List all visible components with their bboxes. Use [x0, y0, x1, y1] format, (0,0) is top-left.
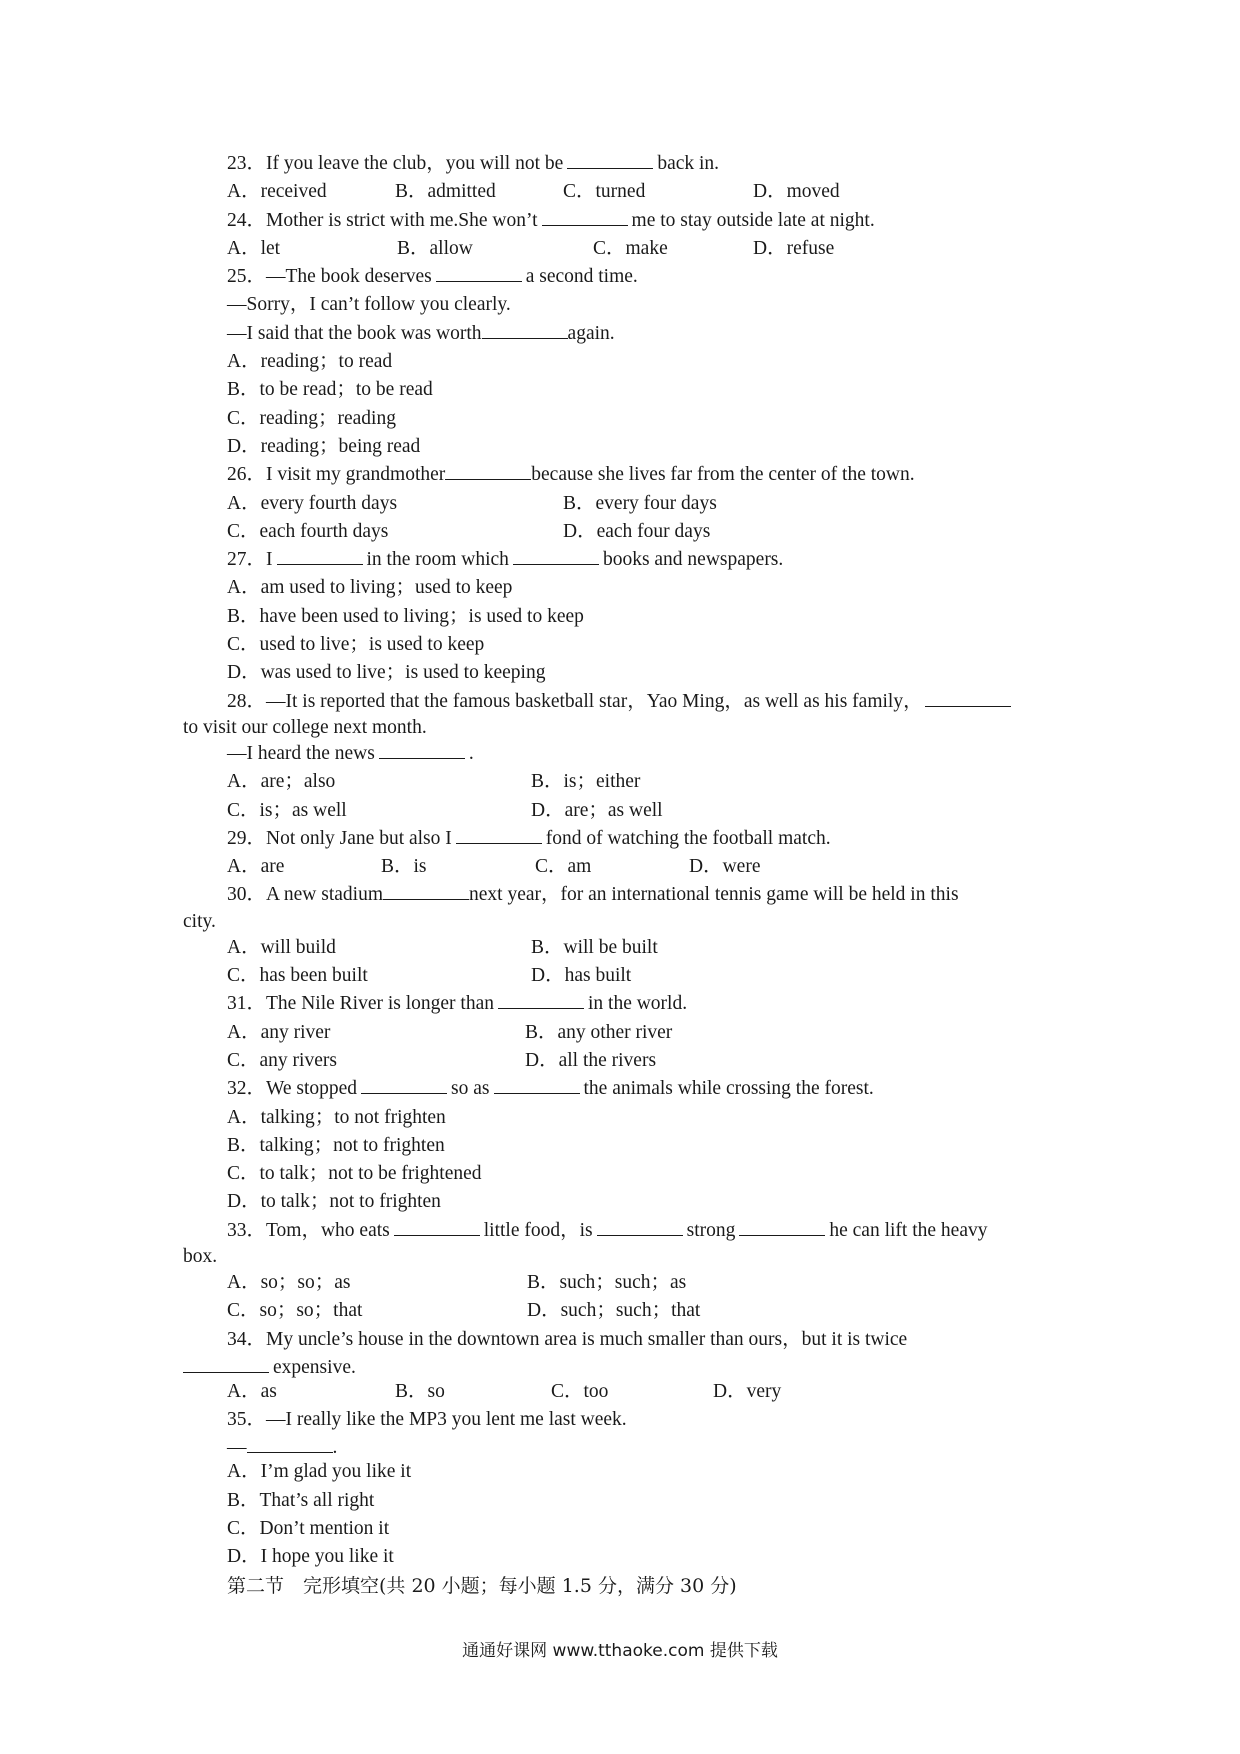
answer-blank	[361, 1075, 447, 1094]
answer-blank	[482, 320, 568, 339]
question-29-stem	[183, 825, 1063, 853]
question-35-stem: 35．—I really like the MP3 you lent me last week.	[227, 1409, 627, 1431]
question-28-dialogue-2	[183, 740, 1063, 768]
option-b: B．any other river	[525, 1021, 673, 1043]
option-b: B．will be built	[531, 936, 658, 958]
question-34-options	[183, 1378, 1063, 1406]
q25-line3-post: again.	[567, 322, 615, 344]
question-25-stem	[183, 263, 1063, 291]
option-a: A．let	[227, 237, 281, 259]
answer-blank	[567, 150, 653, 169]
option-d: D．refuse	[753, 237, 835, 259]
option-c: C．am	[535, 856, 592, 878]
option-b: B．That’s all right	[227, 1489, 375, 1511]
question-26-options-row2	[183, 518, 1063, 546]
option-c: C．each fourth days	[227, 520, 389, 542]
answer-blank	[277, 546, 363, 565]
option-a: A．talking；to not frighten	[227, 1106, 446, 1128]
section-2-title: 第二节 完形填空(共 20 小题；每小题 1.5 分，满分 30 分)	[227, 1574, 737, 1597]
q29-stem-post: fond of watching the football match.	[545, 827, 831, 849]
answer-blank	[183, 1354, 269, 1373]
q35-line2-post: .	[332, 1437, 338, 1459]
option-c: C．turned	[563, 181, 646, 203]
q31-stem-pre: 31．The Nile River is longer than	[227, 993, 494, 1015]
option-a: A．every fourth days	[227, 492, 398, 514]
question-23-options	[183, 178, 1063, 206]
question-35-dialogue-2	[183, 1434, 1063, 1458]
option-b: B．admitted	[395, 181, 496, 203]
q35-line2-pre: —	[227, 1437, 247, 1459]
q25-stem-pre: 25．—The book deserves	[227, 266, 432, 288]
question-28-options-row2	[183, 797, 1063, 825]
question-25-dialogue-2	[183, 291, 1063, 319]
question-30-stem	[183, 881, 1063, 909]
page-footer: 通通好课网 www.tthaoke.com 提供下载	[462, 1641, 778, 1661]
option-c: C．used to live；is used to keep	[227, 634, 485, 656]
answer-blank	[739, 1217, 825, 1236]
answer-blank	[394, 1217, 480, 1236]
question-31-stem	[183, 990, 1063, 1018]
question-23-stem	[183, 150, 1063, 178]
option-b: B．have been used to living；is used to keep	[227, 605, 584, 627]
question-33-options-row2	[183, 1297, 1063, 1325]
q24-stem-pre: 24．Mother is strict with me.She won’t	[227, 209, 538, 231]
answer-blank	[494, 1075, 580, 1094]
q28-line2-post: .	[468, 742, 474, 764]
question-33-stem-cont: box.	[183, 1245, 218, 1267]
question-33-stem	[183, 1217, 1063, 1245]
option-d: D．such；such；that	[527, 1300, 701, 1322]
option-d: D．all the rivers	[525, 1049, 657, 1071]
answer-blank	[436, 263, 522, 282]
question-32-stem	[183, 1075, 1063, 1103]
option-c: C．make	[593, 237, 668, 259]
question-34-stem-cont	[183, 1354, 1063, 1378]
question-30-options-row2	[183, 962, 1063, 990]
option-d: D．was used to live；is used to keeping	[227, 662, 546, 684]
question-24-stem	[183, 207, 1063, 235]
question-33-options-row1	[183, 1269, 1063, 1297]
option-a: A．as	[227, 1380, 277, 1402]
option-d: D．I hope you like it	[227, 1546, 394, 1568]
answer-blank	[247, 1434, 333, 1453]
answer-blank	[379, 740, 465, 759]
q32-stem-b: so as	[451, 1078, 490, 1100]
question-31-options-row2	[183, 1047, 1063, 1075]
question-27-stem	[183, 546, 1063, 574]
q33-stem-b: little food，is	[483, 1219, 593, 1241]
option-a: A．so；so；as	[227, 1271, 351, 1293]
option-b: B．is；either	[531, 771, 641, 793]
q23-stem-post: back in.	[657, 153, 720, 174]
option-d: D．very	[713, 1380, 782, 1402]
option-c: C．any rivers	[227, 1049, 337, 1071]
q24-stem-post: me to stay outside late at night.	[631, 209, 875, 231]
question-24-options	[183, 235, 1063, 263]
option-a: A．any river	[227, 1021, 331, 1043]
question-26-options-row1	[183, 490, 1063, 518]
option-b: B．such；such；as	[527, 1271, 687, 1293]
question-28-stem	[183, 688, 1063, 716]
question-28-options-row1	[183, 768, 1063, 796]
option-a: A．are	[227, 856, 285, 878]
option-b: B．so	[395, 1380, 445, 1402]
q34-stem-cont-text: expensive.	[273, 1356, 356, 1378]
question-31-options-row1	[183, 1019, 1063, 1047]
option-c: C．reading；reading	[227, 407, 396, 429]
q27-stem-c: books and newspapers.	[602, 549, 784, 571]
option-a: A．will build	[227, 936, 336, 958]
question-28-stem-cont: to visit our college next month.	[183, 716, 427, 738]
option-a: A．are；also	[227, 771, 336, 793]
question-29-options	[183, 853, 1063, 881]
q28-line2-pre: —I heard the news	[227, 742, 375, 764]
q25-stem-post: a second time.	[525, 266, 638, 288]
option-b: B．to be read；to be read	[227, 379, 433, 401]
option-d: D．each four days	[563, 520, 711, 542]
option-d: D．reading；being read	[227, 435, 421, 457]
question-30-options-row1	[183, 934, 1063, 962]
q32-stem-c: the animals while crossing the forest.	[583, 1078, 874, 1100]
q33-stem-c: strong	[686, 1219, 736, 1241]
q25-line3-pre: —I said that the book was worth	[227, 322, 482, 344]
q27-stem-b: in the room which	[366, 549, 509, 571]
option-b: B．talking；not to frighten	[227, 1134, 445, 1156]
q26-stem-post: because she lives far from the center of the town.	[531, 464, 915, 486]
question-30-stem-cont: city.	[183, 910, 216, 932]
q30-stem-pre: 30．A new stadium	[227, 884, 383, 906]
option-b: B．every four days	[563, 492, 717, 514]
answer-blank	[925, 688, 1011, 707]
question-25-dialogue-3	[183, 320, 1063, 348]
option-a: A．I’m glad you like it	[227, 1461, 412, 1483]
option-c: C．is；as well	[227, 799, 347, 821]
q28-stem-pre: 28．—It is reported that the famous basketball star，Yao Ming，as well as his family，	[227, 690, 923, 712]
answer-blank	[542, 207, 628, 226]
q32-stem-a: 32．We stopped	[227, 1078, 358, 1100]
q31-stem-post: in the world.	[587, 993, 688, 1015]
q33-stem-d: he can lift the heavy	[829, 1219, 988, 1241]
q30-stem-post: next year，for an international tennis game will be held in this	[469, 884, 959, 906]
option-b: B．is	[381, 856, 427, 878]
option-c: C．too	[551, 1380, 609, 1402]
q29-stem-pre: 29．Not only Jane but also I	[227, 827, 452, 849]
option-c: C．Don’t mention it	[227, 1518, 390, 1540]
question-34-stem: 34．My uncle’s house in the downtown area is much smaller than ours，but it is twice	[227, 1328, 908, 1350]
answer-blank	[445, 461, 531, 480]
option-d: D．to talk；not to frighten	[227, 1191, 441, 1213]
question-26-stem	[183, 461, 1063, 489]
answer-blank	[597, 1217, 683, 1236]
q33-stem-a: 33．Tom，who eats	[227, 1219, 390, 1241]
answer-blank	[383, 881, 469, 900]
answer-blank	[456, 825, 542, 844]
option-d: D．are；as well	[531, 799, 663, 821]
answer-blank	[513, 546, 599, 565]
answer-blank	[498, 990, 584, 1009]
q26-stem-pre: 26．I visit my grandmother	[227, 464, 446, 486]
option-d: D．were	[689, 856, 761, 878]
option-c: C．so；so；that	[227, 1300, 363, 1322]
option-c: C．to talk；not to be frightened	[227, 1163, 482, 1185]
option-d: D．moved	[753, 181, 840, 203]
option-d: D．has built	[531, 965, 632, 987]
q27-stem-a: 27．I	[227, 549, 273, 571]
q25-line2: —Sorry，I can’t follow you clearly.	[227, 294, 511, 316]
question-list	[183, 150, 1063, 1600]
option-a: A．am used to living；used to keep	[227, 577, 513, 599]
option-a: A．reading；to read	[227, 351, 393, 373]
option-b: B．allow	[397, 237, 473, 259]
option-a: A．received	[227, 181, 327, 203]
q23-stem-pre: 23．If you leave the club，you will not be	[227, 153, 564, 174]
option-c: C．has been built	[227, 965, 368, 987]
